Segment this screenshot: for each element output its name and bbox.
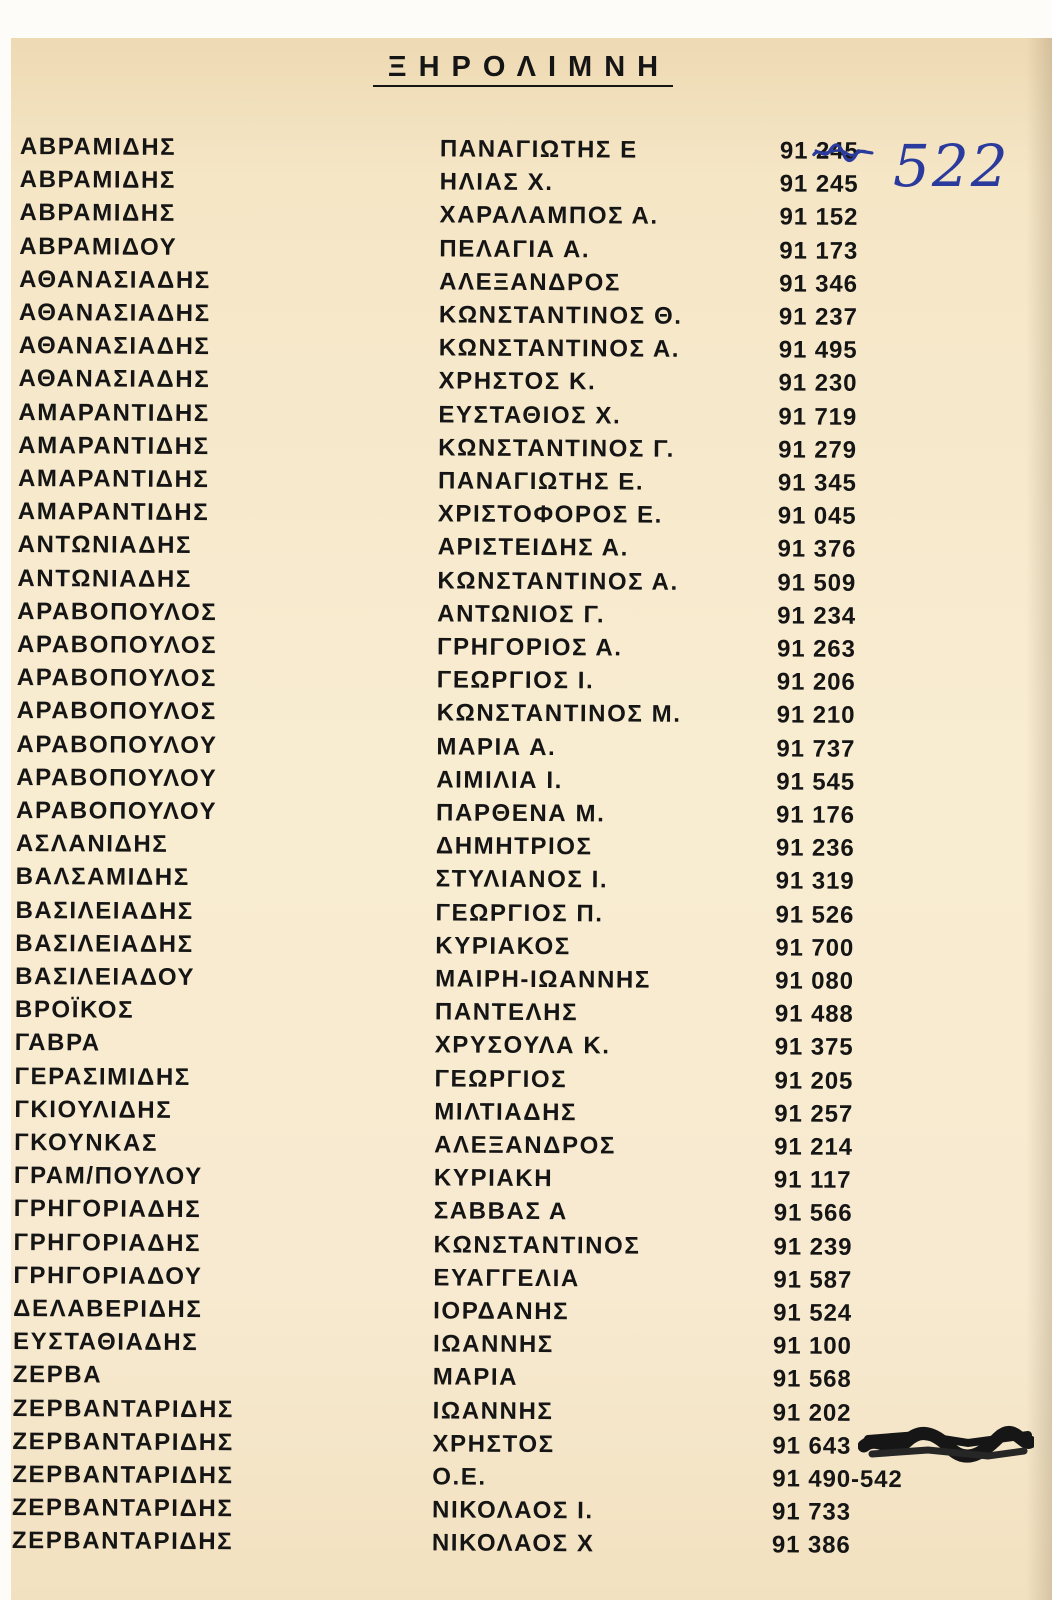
surname: ΓΡΗΓΟΡΙΑΔΟΥ xyxy=(13,1262,203,1291)
given-name: Ο.Ε. xyxy=(432,1463,487,1492)
directory-row xyxy=(17,628,957,667)
directory-row xyxy=(16,861,956,900)
surname: ΑΡΑΒΟΠΟΥΛΟΣ xyxy=(17,598,218,627)
given-name: ΚΩΝΣΤΑΝΤΙΝΟΣ Μ. xyxy=(436,700,682,729)
given-name: ΓΕΩΡΓΙΟΣ Ι. xyxy=(436,666,595,695)
given-name: ΠΑΝΑΓΙΩΤΗΣ Ε. xyxy=(437,467,645,496)
given-name: ΜΑΙΡΗ-ΙΩΑΝΝΗΣ xyxy=(435,965,651,995)
phone-number: 91 205 xyxy=(774,1067,854,1095)
surname: ΓΚΟΥΝΚΑΣ xyxy=(14,1129,159,1158)
phone-number: 91 488 xyxy=(774,1000,854,1029)
given-name: ΠΕΛΑΓΙΑ Α. xyxy=(439,235,591,264)
directory-row xyxy=(15,927,955,966)
surname: ΑΘΑΝΑΣΙΑΔΗΣ xyxy=(19,266,211,295)
given-name: ΣΑΒΒΑΣ Α xyxy=(433,1198,568,1226)
given-name: ΓΕΩΡΓΙΟΣ Π. xyxy=(435,899,604,928)
phone-number: 91 719 xyxy=(778,403,858,431)
given-name: ΠΑΝΑΓΙΩΤΗΣ Ε xyxy=(439,135,638,164)
directory-row xyxy=(16,828,956,867)
phone-number: 91 230 xyxy=(778,370,858,398)
given-name: ΚΩΝΣΤΑΝΤΙΝΟΣ Θ. xyxy=(438,301,683,331)
ink-redaction xyxy=(858,1424,1034,1466)
given-name: ΗΛΙΑΣ Χ. xyxy=(439,168,554,197)
surname: ΑΝΤΩΝΙΑΔΗΣ xyxy=(17,531,193,560)
phone-number: 91 117 xyxy=(773,1166,852,1195)
surname: ΓΡΗΓΟΡΙΑΔΗΣ xyxy=(13,1228,202,1258)
directory-row xyxy=(19,263,959,302)
given-name: ΧΡΥΣΟΥΛΑ Κ. xyxy=(434,1032,611,1061)
directory-row xyxy=(16,728,956,767)
given-name: ΜΙΛΤΙΑΔΗΣ xyxy=(434,1098,578,1127)
surname: ΖΕΡΒΑ xyxy=(12,1361,103,1390)
directory-row xyxy=(13,1292,953,1331)
directory-row xyxy=(14,1126,954,1165)
directory-row xyxy=(14,1093,954,1132)
directory-row xyxy=(15,960,955,999)
phone-number: 91 245 xyxy=(779,170,859,199)
phone-number: 91 206 xyxy=(776,668,856,697)
given-name: ΑΛΕΞΑΝΔΡΟΣ xyxy=(439,268,622,297)
surname: ΒΑΣΙΛΕΙΑΔΗΣ xyxy=(15,930,194,959)
phone-number: 91 545 xyxy=(776,768,856,797)
directory-row xyxy=(17,695,957,734)
given-name: ΣΤΥΛΙΑΝΟΣ Ι. xyxy=(435,866,609,895)
page-title: ΞΗΡΟΛΙΜΝΗ xyxy=(373,50,673,87)
phone-number: 91 319 xyxy=(775,868,855,896)
phone-number: 91 566 xyxy=(773,1200,853,1228)
surname: ΓΡΗΓΟΡΙΑΔΗΣ xyxy=(13,1195,202,1224)
surname: ΑΒΡΑΜΙΔΗΣ xyxy=(19,166,177,195)
given-name: ΚΥΡΙΑΚΟΣ xyxy=(435,932,571,961)
phone-number: 91 375 xyxy=(774,1034,854,1062)
phone-number: 91 045 xyxy=(777,502,857,531)
surname: ΑΘΑΝΑΣΙΑΔΗΣ xyxy=(18,332,211,361)
surname: ΖΕΡΒΑΝΤΑΡΙΔΗΣ xyxy=(11,1527,234,1557)
directory-row xyxy=(18,363,958,402)
phone-number: 91 234 xyxy=(777,602,857,631)
directory-row xyxy=(17,562,957,601)
phone-number: 91 237 xyxy=(778,303,858,332)
given-name: ΓΕΩΡΓΙΟΣ xyxy=(434,1065,568,1094)
given-name: ΧΡΗΣΤΟΣ xyxy=(432,1430,555,1459)
directory-list xyxy=(12,130,980,1576)
given-name: ΝΙΚΟΛΑΟΣ Χ xyxy=(431,1530,595,1559)
surname: ΑΡΑΒΟΠΟΥΛΟΣ xyxy=(16,664,218,693)
phone-number: 91 257 xyxy=(774,1100,854,1129)
directory-row xyxy=(12,1525,952,1564)
directory-row xyxy=(14,1060,954,1099)
phone-number: 91 152 xyxy=(779,204,859,232)
phone-number: 91 490-542 xyxy=(772,1465,903,1494)
directory-row xyxy=(19,330,959,369)
pen-strikethrough xyxy=(812,141,874,163)
given-name: ΧΡΙΣΤΟΦΟΡΟΣ Ε. xyxy=(437,500,664,530)
directory-row xyxy=(18,496,958,535)
surname: ΖΕΡΒΑΝΤΑΡΙΔΗΣ xyxy=(12,1394,235,1424)
surname: ΑΘΑΝΑΣΙΑΔΗΣ xyxy=(18,365,211,394)
surname: ΑΘΑΝΑΣΙΑΔΗΣ xyxy=(18,299,211,328)
surname: ΒΑΣΙΛΕΙΑΔΗΣ xyxy=(15,896,194,925)
surname: ΒΑΣΙΛΕΙΑΔΟΥ xyxy=(15,963,196,992)
surname: ΖΕΡΒΑΝΤΑΡΙΔΗΣ xyxy=(11,1494,234,1523)
directory-row xyxy=(19,197,959,236)
given-name: ΜΑΡΙΑ Α. xyxy=(436,733,557,762)
phone-number: 91 176 xyxy=(775,801,855,830)
phone-number: 91 279 xyxy=(778,436,858,465)
directory-row xyxy=(13,1259,953,1298)
given-name: ΧΑΡΑΛΑΜΠΟΣ Α. xyxy=(439,202,659,231)
surname: ΑΣΛΑΝΙΔΗΣ xyxy=(15,830,169,859)
phone-number: 91 733 xyxy=(771,1498,851,1527)
phone-number: 91 210 xyxy=(776,702,856,730)
surname: ΑΒΡΑΜΙΔΗΣ xyxy=(19,133,177,162)
directory-row xyxy=(14,1160,954,1199)
handwritten-note: 522 xyxy=(893,132,1010,200)
directory-row xyxy=(19,296,959,335)
directory-row xyxy=(18,529,958,568)
surname: ΑΒΡΑΜΙΔΟΥ xyxy=(19,232,178,261)
given-name: ΠΑΡΘΕΝΑ Μ. xyxy=(435,799,606,828)
surname: ΑΒΡΑΜΙΔΗΣ xyxy=(19,199,176,228)
given-name: ΓΡΗΓΟΡΙΟΣ Α. xyxy=(436,633,623,662)
phone-number: 91 568 xyxy=(772,1366,852,1394)
given-name: ΕΥΣΤΑΘΙΟΣ Χ. xyxy=(438,401,622,430)
given-name: ΝΙΚΟΛΑΟΣ Ι. xyxy=(431,1496,594,1525)
directory-row xyxy=(12,1492,952,1531)
given-name: ΜΑΡΙΑ xyxy=(432,1364,519,1392)
phone-number: 91 643 xyxy=(772,1432,852,1460)
phone-number: 91 376 xyxy=(777,536,857,564)
phone-number: 91 236 xyxy=(775,834,855,863)
given-name: ΑΛΕΞΑΝΔΡΟΣ xyxy=(434,1131,617,1160)
phone-number: 91 345 xyxy=(777,469,857,498)
directory-row xyxy=(18,429,958,468)
directory-row xyxy=(13,1359,953,1398)
given-name: ΚΩΝΣΤΑΝΤΙΝΟΣ Α. xyxy=(438,334,681,364)
given-name: ΕΥΑΓΓΕΛΙΑ xyxy=(433,1264,580,1293)
directory-row xyxy=(17,595,957,634)
phone-number: 91 495 xyxy=(778,336,858,365)
given-name: ΑΝΤΩΝΙΟΣ Γ. xyxy=(437,600,606,629)
phone-number: 91 587 xyxy=(773,1266,853,1294)
given-name: ΑΙΜΙΛΙΑ Ι. xyxy=(436,766,564,795)
surname: ΑΡΑΒΟΠΟΥΛΟΣ xyxy=(16,697,217,726)
directory-row xyxy=(16,761,956,800)
phone-number: 91 202 xyxy=(772,1399,852,1427)
surname: ΖΕΡΒΑΝΤΑΡΙΔΗΣ xyxy=(12,1428,234,1457)
directory-row xyxy=(12,1425,952,1464)
surname: ΓΕΡΑΣΙΜΙΔΗΣ xyxy=(14,1062,191,1091)
phone-number: 91 100 xyxy=(772,1332,852,1361)
given-name: ΚΥΡΙΑΚΗ xyxy=(433,1164,554,1193)
directory-row xyxy=(16,794,956,833)
surname: ΑΜΑΡΑΝΤΙΔΗΣ xyxy=(17,498,210,527)
given-name: ΚΩΝΣΤΑΝΤΙΝΟΣ Γ. xyxy=(438,434,675,463)
directory-row xyxy=(13,1226,953,1265)
surname: ΑΡΑΒΟΠΟΥΛΟΥ xyxy=(16,764,218,793)
phone-number: 91 080 xyxy=(775,967,855,996)
surname: ΑΝΤΩΝΙΑΔΗΣ xyxy=(17,564,192,593)
surname: ΓΡΑΜ/ΠΟΥΛΟΥ xyxy=(13,1162,203,1191)
surname: ΔΕΛΑΒΕΡΙΔΗΣ xyxy=(13,1295,203,1324)
phone-number: 91 524 xyxy=(773,1299,853,1328)
given-name: ΙΩΑΝΝΗΣ xyxy=(432,1330,554,1359)
directory-row xyxy=(12,1458,952,1497)
surname: ΓΑΒΡΑ xyxy=(14,1029,101,1058)
surname: ΑΜΑΡΑΝΤΙΔΗΣ xyxy=(17,465,210,494)
directory-row xyxy=(13,1326,953,1365)
surname: ΑΡΑΒΟΠΟΥΛΟΥ xyxy=(16,797,218,826)
directory-row xyxy=(18,462,958,501)
surname: ΒΑΛΣΑΜΙΔΗΣ xyxy=(15,863,190,892)
phone-number: 91 173 xyxy=(779,237,859,265)
phone-number: 91 346 xyxy=(779,270,859,299)
directory-row xyxy=(15,994,955,1033)
surname: ΑΜΑΡΑΝΤΙΔΗΣ xyxy=(18,398,210,428)
directory-row xyxy=(13,1392,953,1431)
given-name: ΠΑΝΤΕΛΗΣ xyxy=(434,998,579,1027)
phone-number: 91 386 xyxy=(771,1532,851,1560)
surname: ΑΡΑΒΟΠΟΥΛΟΣ xyxy=(16,631,218,660)
phone-number: 91 700 xyxy=(775,934,855,963)
phone-number: 91 245 xyxy=(779,137,859,166)
directory-row xyxy=(15,1027,955,1066)
surname: ΓΚΙΟΥΛΙΔΗΣ xyxy=(14,1096,173,1125)
phone-number: 91 239 xyxy=(773,1233,853,1261)
phone-number: 91 526 xyxy=(775,901,855,929)
directory-row xyxy=(18,396,958,435)
directory-row xyxy=(17,662,957,701)
surname: ΑΡΑΒΟΠΟΥΛΟΥ xyxy=(16,730,218,760)
directory-row xyxy=(20,164,960,203)
surname: ΑΜΑΡΑΝΤΙΔΗΣ xyxy=(18,432,210,461)
phone-number: 91 509 xyxy=(777,569,857,597)
phone-number: 91 214 xyxy=(774,1133,854,1162)
given-name: ΑΡΙΣΤΕΙΔΗΣ Α. xyxy=(437,534,629,563)
given-name: ΔΗΜΗΤΡΙΟΣ xyxy=(435,832,593,861)
directory-row xyxy=(14,1193,954,1232)
surname: ΕΥΣΤΑΘΙΑΔΗΣ xyxy=(12,1328,199,1357)
directory-row xyxy=(15,894,955,933)
phone-number: 91 737 xyxy=(776,735,856,763)
given-name: ΧΡΗΣΤΟΣ Κ. xyxy=(438,368,597,397)
given-name: ΙΟΡΔΑΝΗΣ xyxy=(433,1297,570,1326)
surname: ΒΡΟΪΚΟΣ xyxy=(14,996,135,1025)
phone-number: 91 263 xyxy=(776,635,856,664)
given-name: ΚΩΝΣΤΑΝΤΙΝΟΣ Α. xyxy=(437,567,679,596)
given-name: ΙΩΑΝΝΗΣ xyxy=(432,1397,554,1426)
directory-row xyxy=(19,230,959,269)
given-name: ΚΩΝΣΤΑΝΤΙΝΟΣ xyxy=(433,1231,641,1260)
surname: ΖΕΡΒΑΝΤΑΡΙΔΗΣ xyxy=(12,1461,234,1490)
